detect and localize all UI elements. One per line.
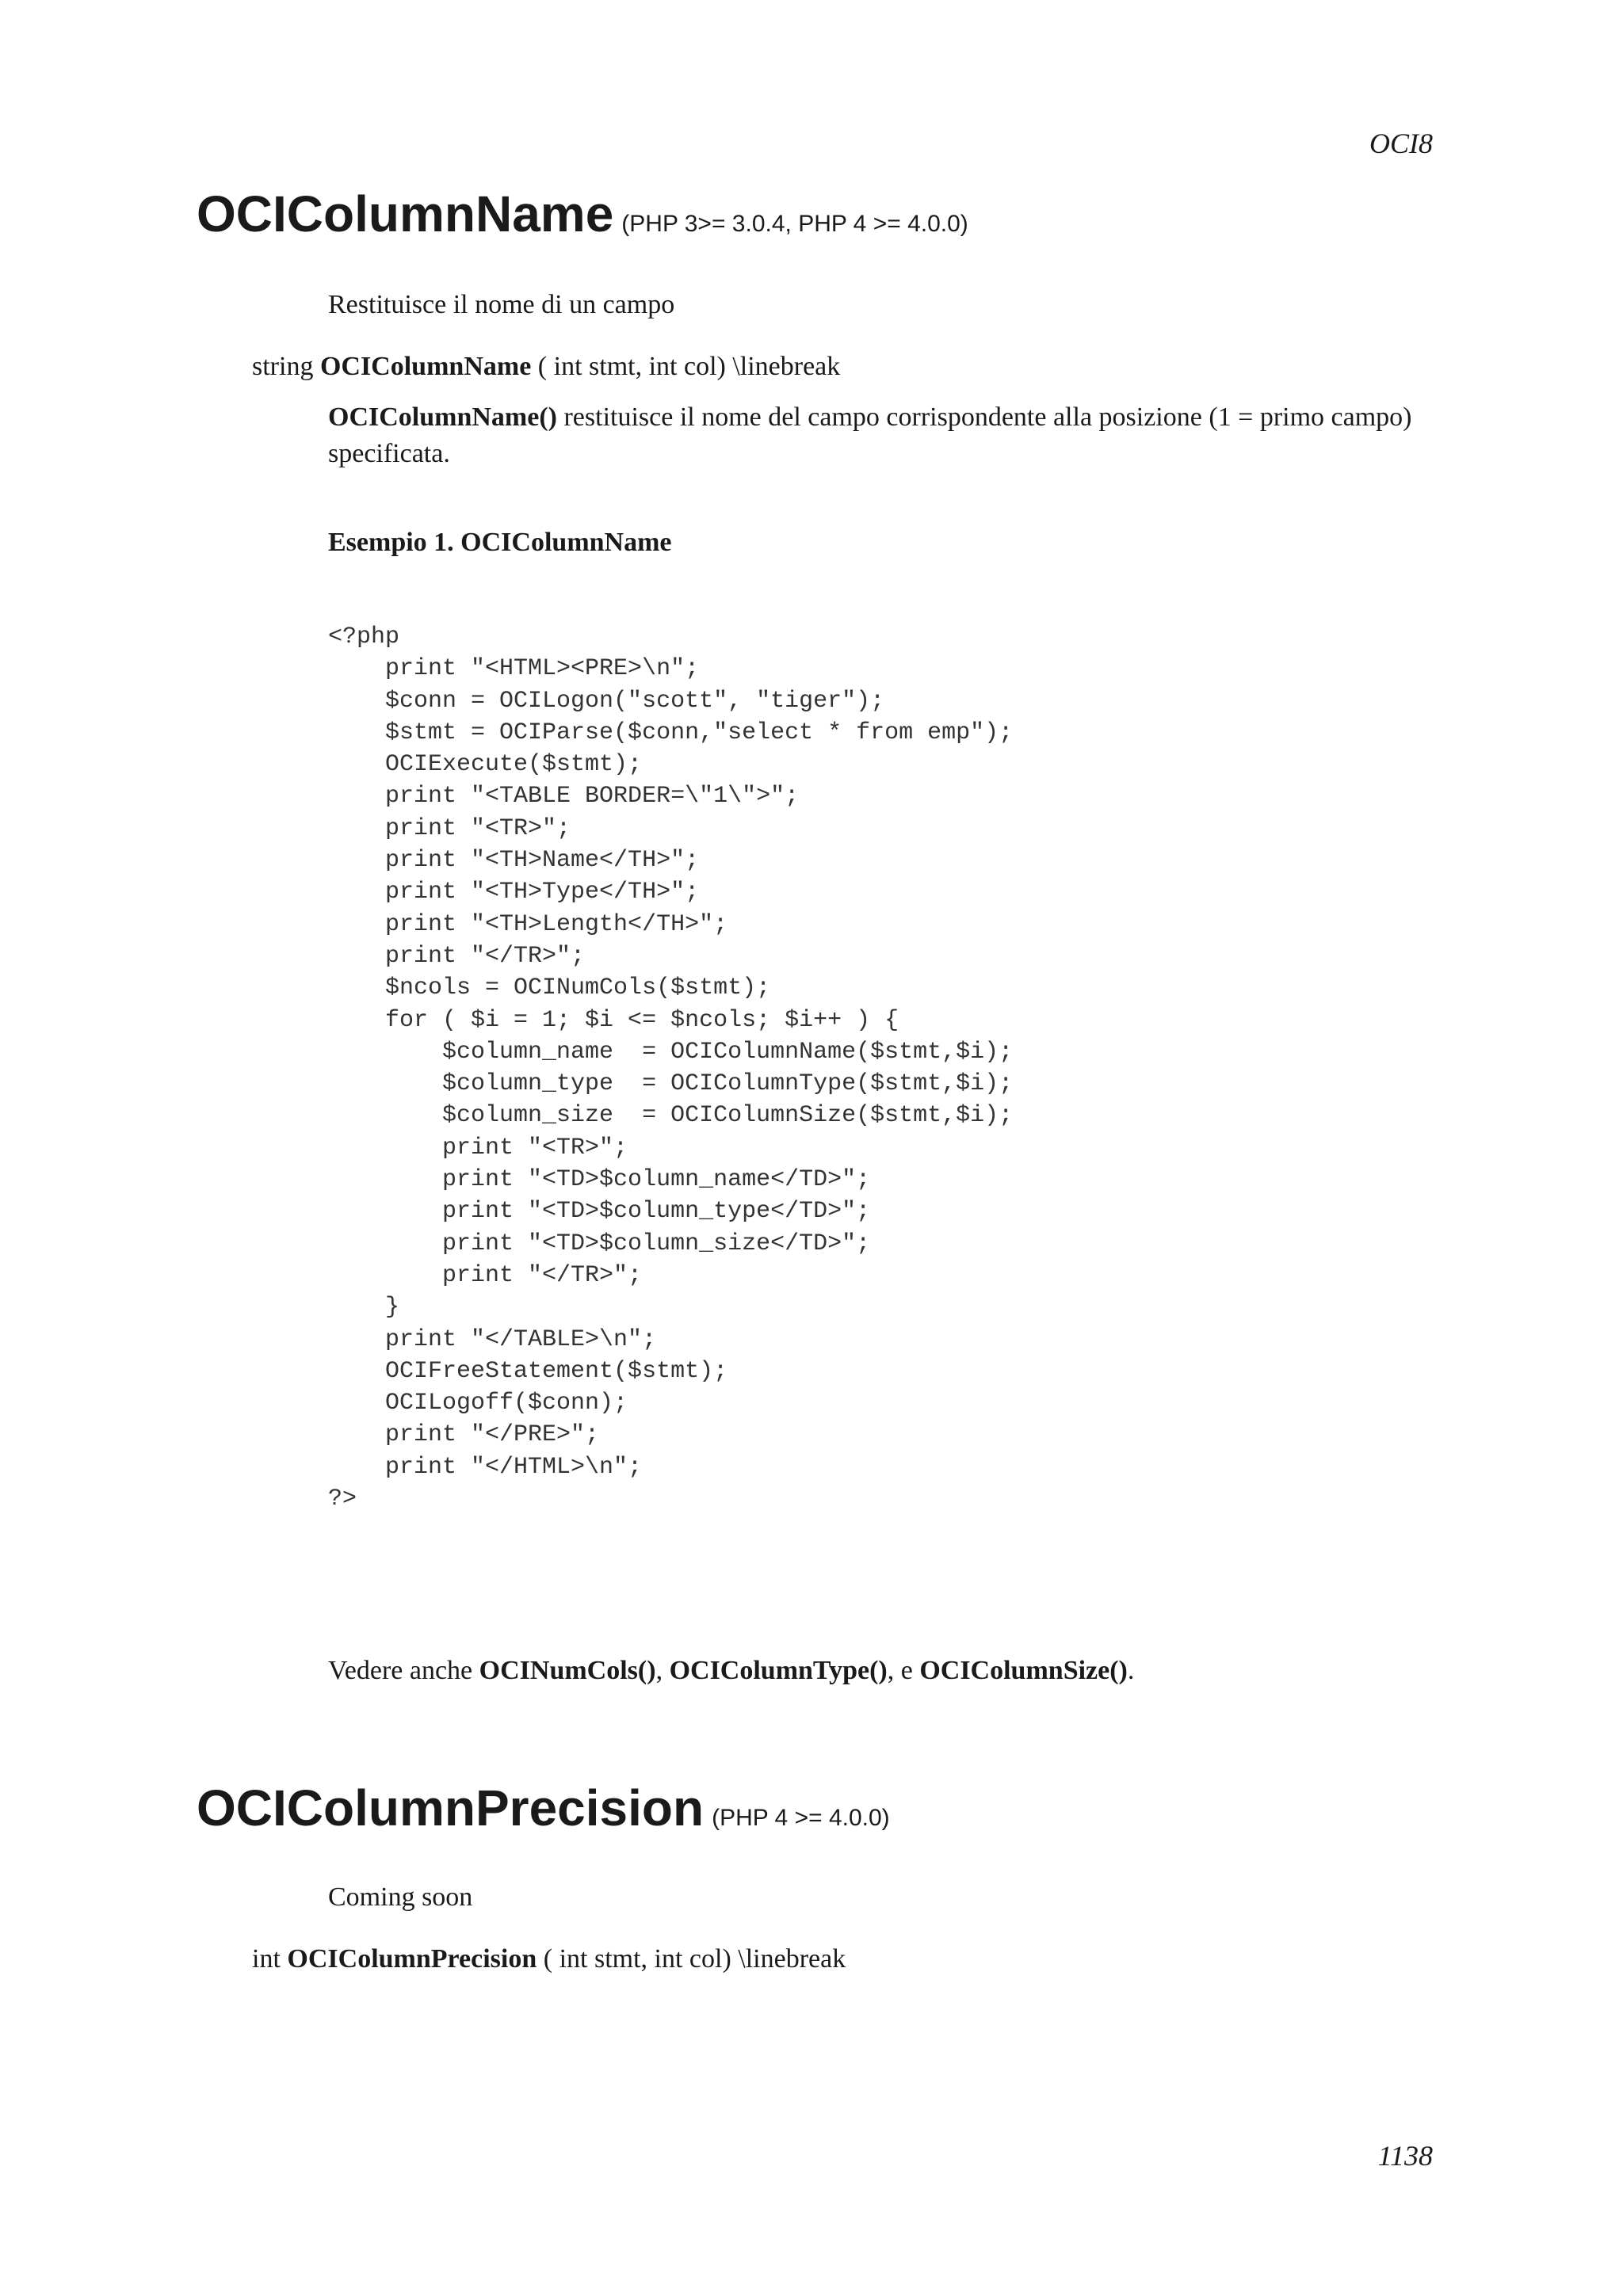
- entry-title-text: OCIColumnPrecision: [197, 1779, 705, 1836]
- see-also-separator: ,: [655, 1656, 670, 1685]
- see-also-link-ocinumcols[interactable]: OCINumCols(): [479, 1656, 656, 1685]
- see-also-separator: , e: [887, 1656, 920, 1685]
- synopsis-return-type: string: [252, 352, 314, 381]
- example-code: <?php print "<HTML><PRE>\n"; $conn = OCILogon("scott", "tiger"); $stmt = OCIParse($conn,"select * from emp"); OCIExecute($stmt); print "<TABLE BORDER=\"1\">"; print "<TR>"; print "<TH>Name</TH>"; print "<TH>Type</TH>"; print "<TH>Length</TH>"; print "</TR>"; $ncols = OCINumCols($stmt); for ( $i = 1; $i <= $ncols; $i++ ) { $column_name = OCIColumnName($stmt,$i); $column_type = OCIColumnType($stmt,$i); $column_size = OCIColumnSize($stmt,$i); print "<TR>"; print "<TD>$column_name</TD>"; print "<TD>$column_type</TD>"; print "<TD>$column_size</TD>"; print "</TR>"; } print "</TABLE>\n"; OCIFreeStatement($stmt); OCILogoff($conn); print "</PRE>"; print "</HTML>\n"; ?>: [328, 624, 1014, 1513]
- see-also-link-ocicolumnsize[interactable]: OCIColumnSize(): [919, 1656, 1128, 1685]
- synopsis-function-name: OCIColumnPrecision: [287, 1944, 537, 1974]
- see-also-prefix: Vedere anche: [328, 1656, 479, 1685]
- entry-title-text: OCIColumnName: [197, 185, 614, 242]
- synopsis-function-name: OCIColumnName: [319, 352, 532, 381]
- example-title: Esempio 1. OCIColumnName: [328, 528, 672, 557]
- synopsis-return-type: int: [252, 1944, 281, 1974]
- page-number: 1138: [1377, 2140, 1433, 2172]
- entry-purpose: Restituisce il nome di un campo: [328, 290, 675, 319]
- see-also-link-ocicolumntype[interactable]: OCIColumnType(): [669, 1656, 888, 1685]
- entry-version: (PHP 4 >= 4.0.0): [712, 1805, 890, 1831]
- synopsis-params: ( int stmt, int col) \linebreak: [543, 1944, 846, 1974]
- function-description: [328, 399, 1438, 472]
- description-text: restituisce il nome del campo corrispondente alla posizione (1 = primo campo) specificata.: [328, 402, 1412, 468]
- function-synopsis: [252, 1944, 846, 1974]
- synopsis-params: ( int stmt, int col) \linebreak: [537, 352, 841, 381]
- entry-title-ocicolumnprecision: [197, 1779, 890, 1836]
- entry-purpose: Coming soon: [328, 1882, 473, 1912]
- description-function-ref: OCIColumnName(): [328, 402, 557, 432]
- entry-title-ocicolumnname: [197, 185, 968, 242]
- see-also-suffix: .: [1127, 1656, 1135, 1685]
- see-also: [328, 1656, 1134, 1686]
- entry-version: (PHP 3>= 3.0.4, PHP 4 >= 4.0.0): [621, 211, 968, 237]
- running-header: OCI8: [1369, 128, 1433, 159]
- function-synopsis: [252, 352, 840, 382]
